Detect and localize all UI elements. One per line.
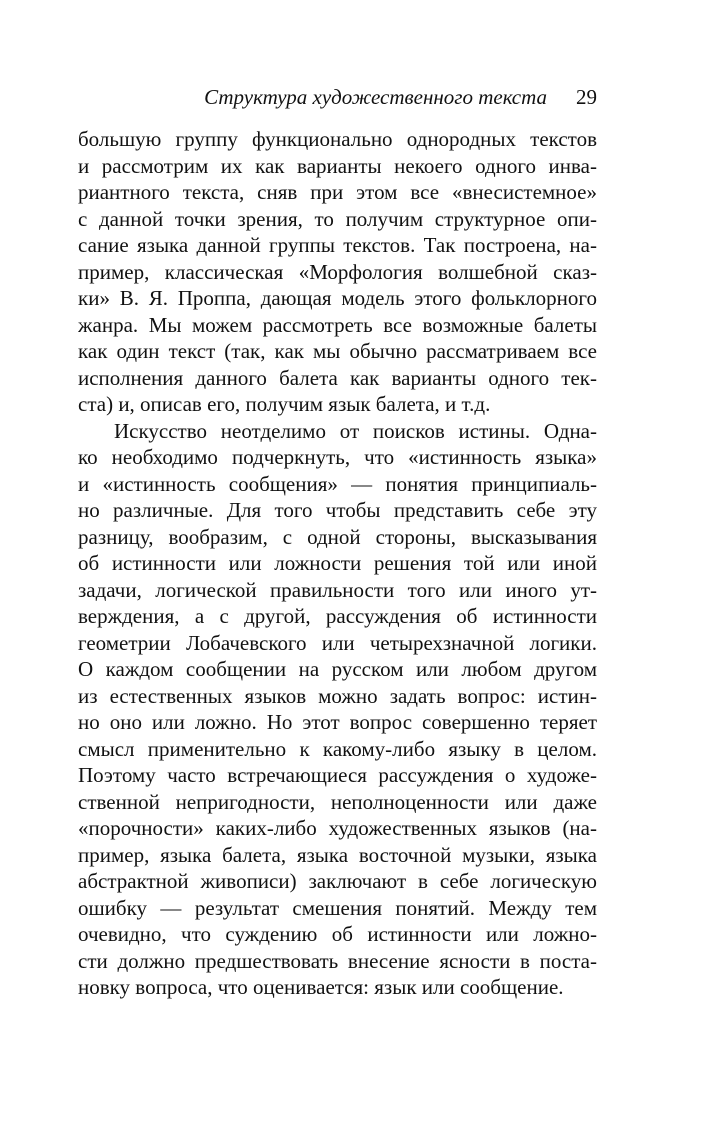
text-line: смысл применительно к какому-либо языку в целом.	[78, 736, 597, 761]
text-line: сание языка данной группы текстов. Так построена, на-	[78, 233, 597, 257]
text-line: ко необходимо подчеркнуть, что «истинность языка»	[78, 445, 597, 469]
page-number: 29	[576, 85, 597, 109]
text-line: абстрактной живописи) заключают в себе логическую	[78, 869, 597, 893]
text-line: О каждом сообщении на русском или любом другом	[78, 657, 597, 681]
text-line: исполнения данного балета как варианты одного тек-	[78, 365, 597, 390]
text-line: новку вопроса, что оценивается: язык или сообщение.	[78, 975, 564, 999]
text-line: ошибку — результат смешения понятий. Между тем	[78, 895, 597, 920]
text-line: как один текст (так, как мы обычно рассматриваем все	[78, 339, 597, 363]
text-line: но различные. Для того чтобы представить себе эту	[78, 498, 597, 522]
text-line: разницу, вообразим, с одной стороны, высказывания	[78, 524, 597, 549]
text-line: «порочности» каких-либо художественных языков (на-	[78, 816, 597, 840]
text-line: верждения, а с другой, рассуждения об истинности	[78, 604, 597, 628]
text-line: но оно или ложно. Но этот вопрос совершенно теряет	[78, 710, 597, 734]
text-line: пример, классическая «Морфология волшебной сказ-	[78, 259, 597, 284]
text-line: риантного текста, сняв при этом все «внесистемное»	[78, 180, 597, 204]
text-line: ста) и, описав его, получим язык балета, и т.д.	[78, 392, 491, 416]
text-line: и рассмотрим их как варианты некоего одного инва-	[78, 153, 597, 178]
body-text	[78, 126, 597, 1001]
text-line: пример, языка балета, языка восточной музыки, языка	[78, 842, 597, 867]
text-line: и «истинность сообщения» — понятия принципиаль-	[78, 471, 597, 496]
text-line: из естественных языков можно задать вопрос: истин-	[78, 683, 597, 708]
text-line: жанра. Мы можем рассмотреть все возможные балеты	[78, 312, 597, 337]
text-line: большую группу функционально однородных текстов	[78, 127, 597, 151]
text-line: с данной точки зрения, то получим структурное опи-	[78, 206, 597, 231]
text-line: Поэтому часто встречающиеся рассуждения о художе-	[78, 763, 597, 787]
paragraph-1	[78, 126, 597, 418]
text-line: задачи, логической правильности того или иного ут-	[78, 577, 597, 602]
text-line: очевидно, что суждению об истинности или ложно-	[78, 922, 597, 946]
text-line: Искусство неотделимо от поисков истины. Одна-	[114, 418, 597, 443]
running-title: Структура художественного текста	[204, 85, 547, 109]
running-head	[78, 84, 597, 110]
text-line: об истинности или ложности решения той или иной	[78, 551, 597, 575]
paragraph-2	[78, 418, 597, 1001]
text-line: сти должно предшествовать внесение ясности в поста-	[78, 948, 597, 973]
text-line: геометрии Лобачевского или четырехзначной логики.	[78, 630, 597, 655]
text-line: ственной непригодности, неполноценности или даже	[78, 789, 597, 814]
text-line: ки» В. Я. Проппа, дающая модель этого фольклорного	[78, 286, 597, 310]
